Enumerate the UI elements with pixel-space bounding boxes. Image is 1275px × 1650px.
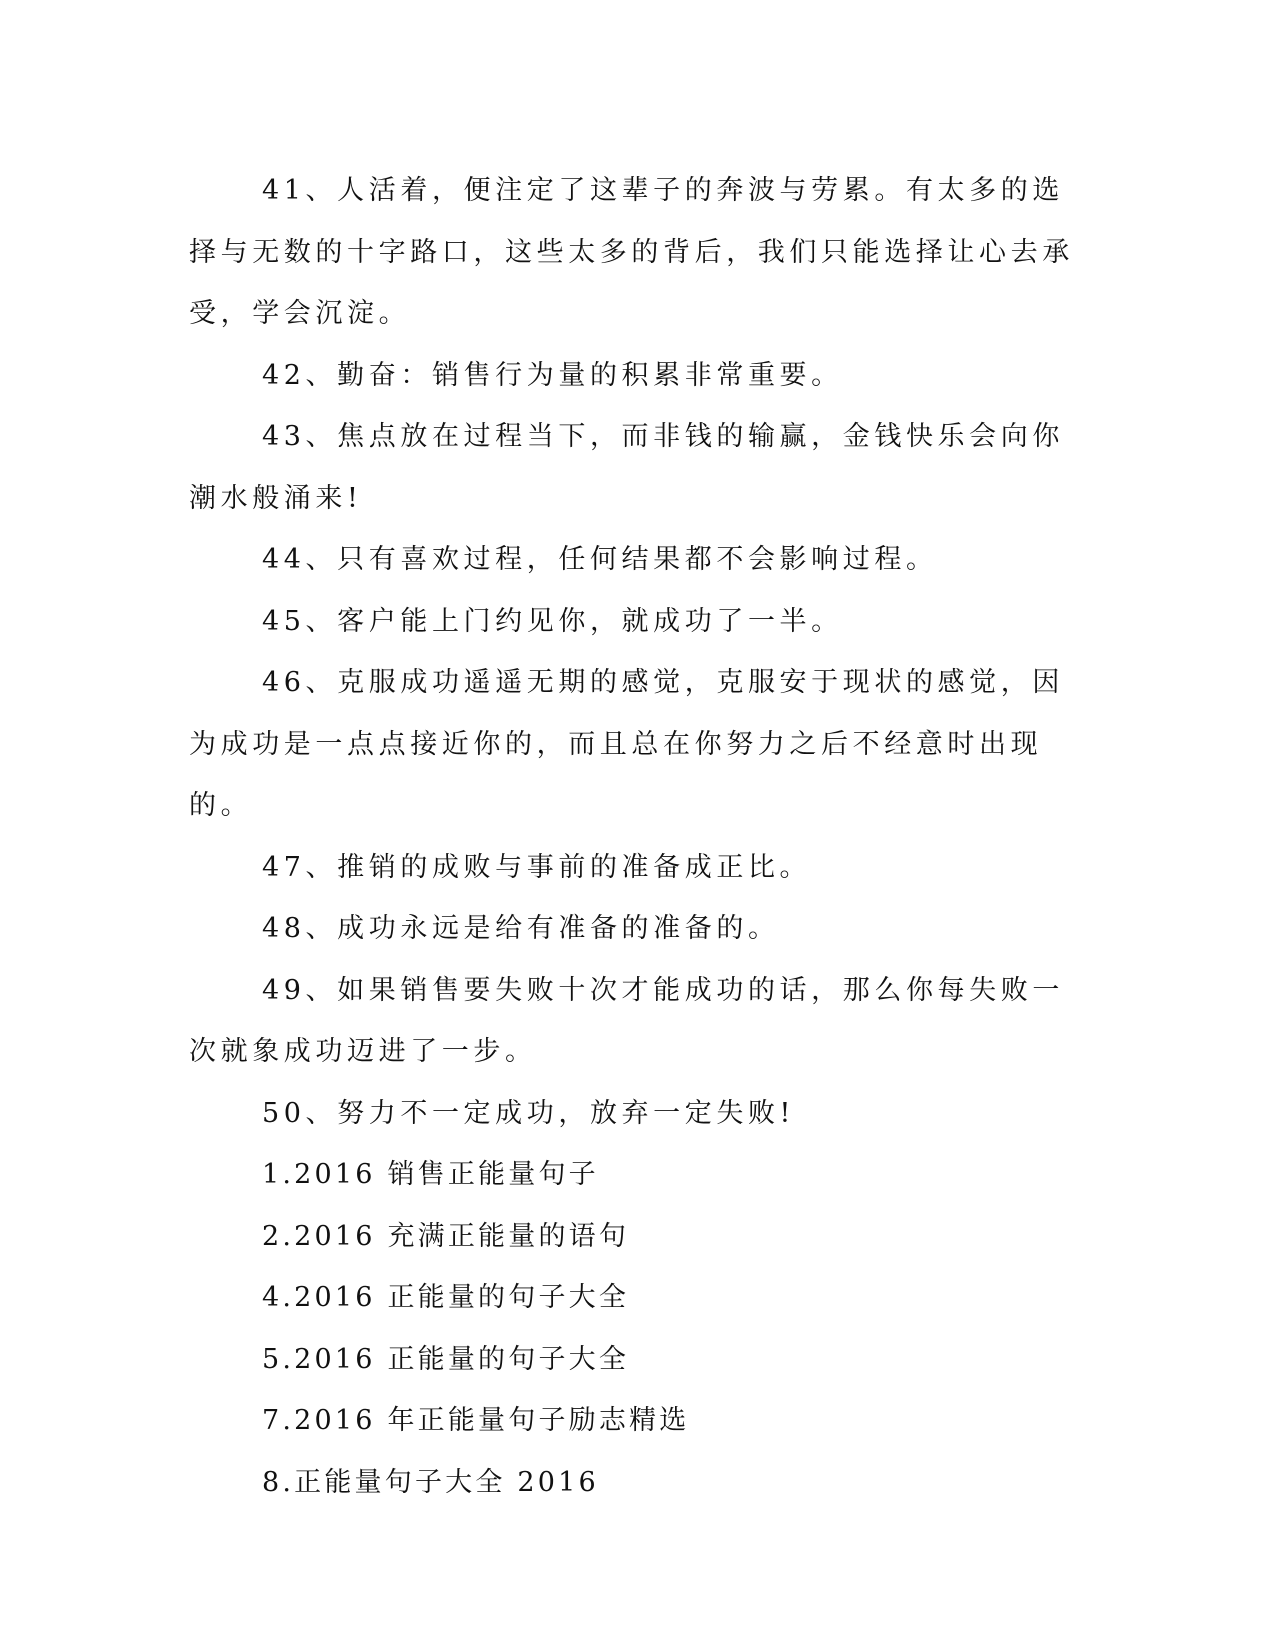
- document-body: [189, 160, 1079, 1513]
- related-link[interactable]: 4.2016 正能量的句子大全: [262, 1282, 630, 1313]
- quote-paragraph: 47、推销的成败与事前的准备成正比。: [262, 851, 812, 883]
- related-link[interactable]: 2.2016 充满正能量的语句: [262, 1220, 630, 1252]
- quote-paragraph: 48、成功永远是给有准备的准备的。: [262, 913, 780, 944]
- related-link[interactable]: 7.2016 年正能量句子励志精选: [262, 1405, 690, 1436]
- related-link[interactable]: 1.2016 销售正能量句子: [262, 1159, 599, 1190]
- related-link[interactable]: 8.正能量句子大全 2016: [262, 1466, 599, 1498]
- quote-paragraph: 46、克服成功遥遥无期的感觉，克服安于现状的感觉，因为成功是一点点接近你的，而且总在你努力之后不经意时出现的。: [189, 667, 1064, 821]
- related-link[interactable]: 5.2016 正能量的句子大全: [262, 1343, 630, 1375]
- quote-paragraph: 50、努力不一定成功，放弃一定失败!: [262, 1097, 796, 1129]
- related-links-list: [189, 1144, 1079, 1513]
- quote-paragraph: 44、只有喜欢过程，任何结果都不会影响过程。: [262, 544, 938, 575]
- quote-paragraph: 49、如果销售要失败十次才能成功的话，那么你每失败一次就象成功迈进了一步。: [189, 974, 1064, 1067]
- quote-paragraph: 45、客户能上门约见你，就成功了一半。: [262, 605, 843, 637]
- quote-paragraph: 42、勤奋：销售行为量的积累非常重要。: [262, 359, 843, 391]
- quote-paragraph: 41、人活着，便注定了这辈子的奔波与劳累。有太多的选择与无数的十字路口，这些太多的背后，我们只能选择让心去承受，学会沉淀。: [189, 175, 1074, 329]
- quote-paragraph: 43、焦点放在过程当下，而非钱的输赢，金钱快乐会向你潮水般涌来!: [189, 421, 1064, 514]
